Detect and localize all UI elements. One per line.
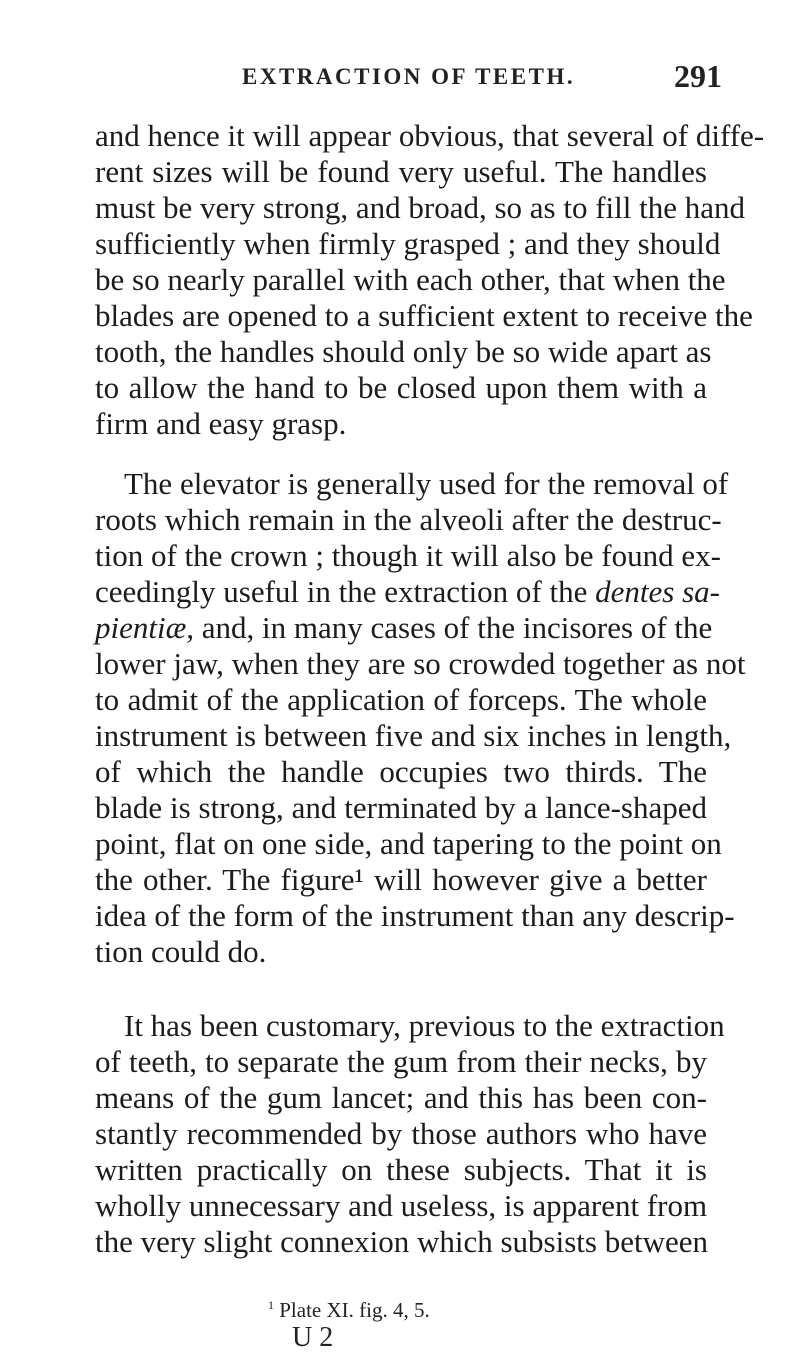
text-line: rent sizes will be found very useful. The handles: [95, 154, 707, 189]
text-line: The elevator is generally used for the removal of: [124, 466, 729, 501]
footnote-text: Plate XI. fig. 4, 5.: [279, 1298, 430, 1322]
page-number: 291: [674, 58, 722, 94]
italic-term: dentes sa-: [595, 574, 720, 609]
text-line: tion could do.: [95, 934, 267, 969]
text-line: firm and easy grasp.: [95, 406, 347, 441]
text-line: be so nearly parallel with each other, that when the: [95, 262, 726, 297]
text-line: point, flat on one side, and tapering to the point on: [95, 826, 722, 861]
text-run: and, in many cases of the incisores of the: [201, 610, 713, 645]
text-line: to admit of the application of forceps. The whole: [95, 682, 707, 717]
text-line: of teeth, to separate the gum from their necks, by: [95, 1044, 707, 1079]
running-head: EXTRACTION OF TEETH.: [242, 64, 576, 89]
text-run: ceedingly useful in the extraction of the: [95, 574, 588, 609]
footnote: [268, 1298, 430, 1323]
text-line: [95, 610, 713, 646]
text-line: written practically on these subjects. That it is: [95, 1152, 707, 1187]
text-line: tooth, the handles should only be so wide apart as: [95, 334, 712, 369]
text-line: and hence it will appear obvious, that several of diffe-: [95, 118, 765, 153]
italic-term: pientiæ,: [95, 610, 195, 645]
text-line: blade is strong, and terminated by a lance-shaped: [95, 790, 707, 825]
text-line: tion of the crown ; though it will also be found ex-: [95, 538, 721, 573]
text-line: lower jaw, when they are so crowded together as not: [95, 646, 746, 681]
text-line: wholly unnecessary and useless, is apparent from: [95, 1188, 708, 1223]
text-line: must be very strong, and broad, so as to fill the hand: [95, 190, 746, 225]
text-line: idea of the form of the instrument than any descrip-: [95, 898, 735, 933]
text-line: It has been customary, previous to the extraction: [124, 1008, 725, 1043]
text-line: instrument is between five and six inches in length,: [95, 718, 732, 753]
text-line: of which the handle occupies two thirds. The: [95, 754, 707, 789]
footnote-marker: 1: [268, 1298, 274, 1312]
text-line: means of the gum lancet; and this has been con-: [95, 1080, 707, 1115]
text-line: blades are opened to a sufficient extent to receive the: [95, 298, 753, 333]
text-line: [95, 574, 720, 610]
text-line: roots which remain in the alveoli after the destruc-: [95, 502, 722, 537]
text-line: sufficiently when firmly grasped ; and they should: [95, 226, 721, 261]
text-line: the other. The figure¹ will however give a better: [95, 862, 707, 897]
signature-mark: U 2: [292, 1322, 334, 1353]
text-line: the very slight connexion which subsists between: [95, 1224, 709, 1259]
text-line: to allow the hand to be closed upon them with a: [95, 370, 707, 405]
text-line: stantly recommended by those authors who have: [95, 1116, 707, 1151]
